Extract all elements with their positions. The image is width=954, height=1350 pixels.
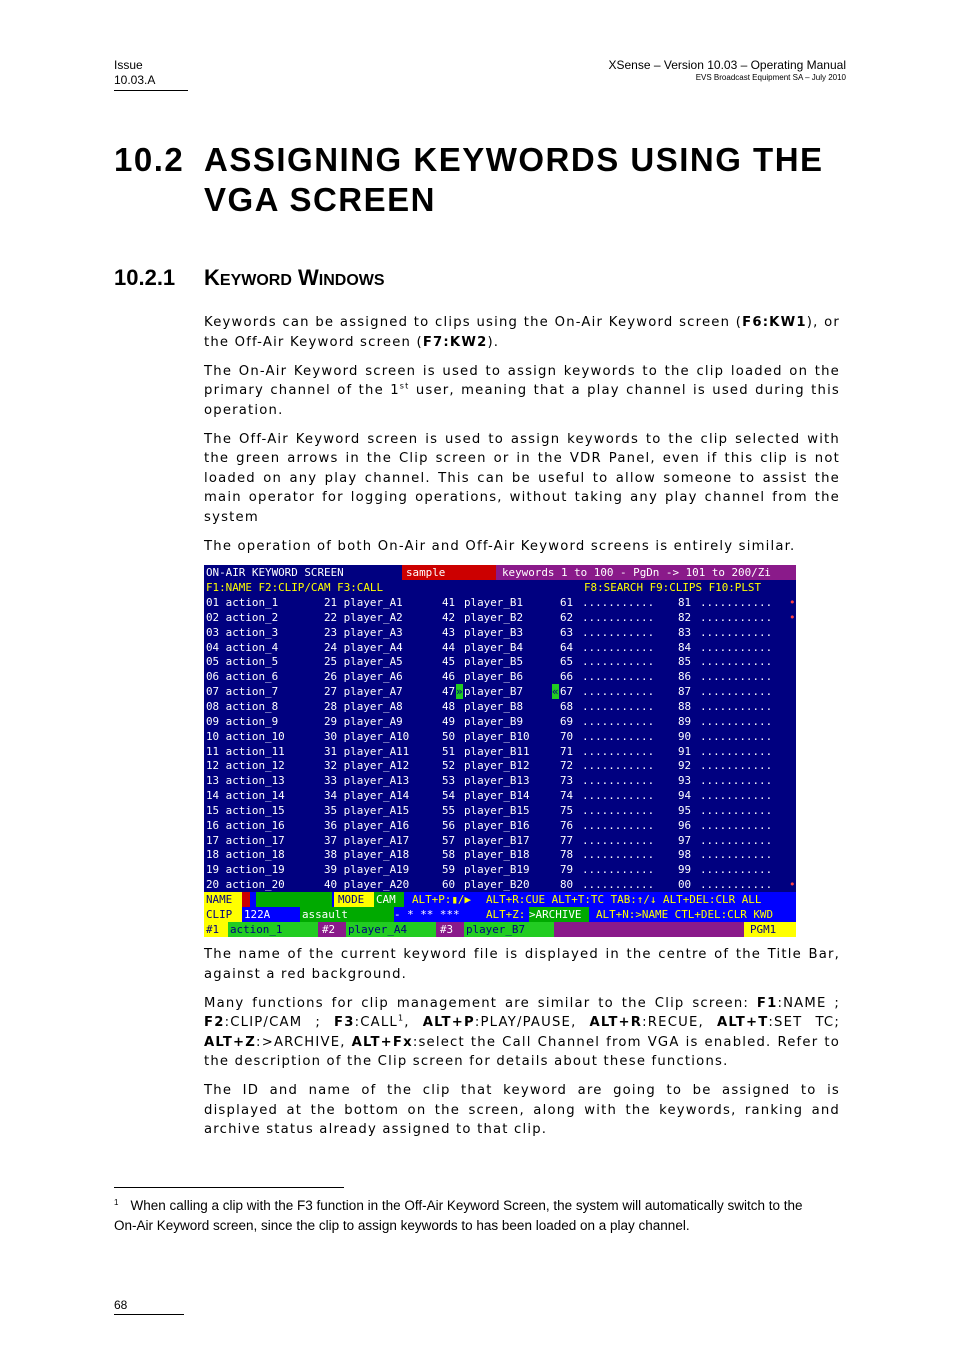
keyword-number[interactable]: 78 (560, 848, 574, 862)
keyword-empty[interactable]: ........... (582, 640, 655, 654)
footnote-ref[interactable]: 1 (397, 1013, 405, 1023)
keyword-empty[interactable]: ........... (700, 729, 773, 743)
keyword-number[interactable]: 46 (442, 670, 456, 684)
vga-keyword-row (204, 744, 796, 759)
keyword-number[interactable]: 63 (560, 625, 574, 639)
vga-kw-1: action_1 (228, 922, 318, 937)
keyword-cell[interactable]: player_B2 (464, 610, 524, 624)
keyword-number[interactable]: 83 (678, 625, 692, 639)
keyword-number[interactable]: 92 (678, 759, 692, 773)
body-text-bottom (204, 945, 840, 1149)
keyword-cell[interactable]: player_B5 (464, 655, 524, 669)
footnote (114, 1196, 824, 1236)
keyword-cell[interactable]: 04 action_4 (206, 640, 279, 654)
keyword-number[interactable]: 42 (442, 610, 456, 624)
keyword-number[interactable]: 58 (442, 848, 456, 862)
vga-keyword-row (204, 877, 796, 892)
keyword-empty[interactable]: ........... (582, 610, 655, 624)
keyword-cell[interactable]: player_B1 (464, 596, 524, 609)
keyword-cell[interactable]: 23 player_A3 (324, 625, 403, 639)
keyword-number[interactable]: 97 (678, 833, 692, 847)
vga-keyword-row (204, 669, 796, 684)
keyword-empty[interactable]: ........... (700, 685, 773, 699)
keyword-empty[interactable]: ........... (700, 863, 773, 877)
keyword-number[interactable]: 62 (560, 610, 574, 624)
keyword-number[interactable]: 00 (678, 878, 692, 892)
paragraph-1: Keywords can be assigned to clips using the On-Air Keyword screen (F6:KW1), or the Off-Air Keyword screen (F7:KW2). (204, 315, 840, 350)
footnote-mark: 1 (114, 1197, 119, 1207)
keyword-empty[interactable]: ........... (582, 833, 655, 847)
vga-file-name: sample (402, 565, 496, 580)
vga-clip-id: 122A (244, 908, 271, 921)
red-marker-icon: • (789, 878, 796, 892)
section-number: 10.2 (114, 141, 185, 178)
keyword-cell[interactable]: player_B4 (464, 640, 524, 654)
selection-arrow-left: « (552, 685, 559, 699)
vga-keyword-row (204, 640, 796, 655)
keyword-number[interactable]: 72 (560, 759, 574, 773)
keyword-empty[interactable]: ........... (582, 759, 655, 773)
keyword-empty[interactable]: ........... (700, 625, 773, 639)
keyword-cell[interactable]: 34 player_A14 (324, 789, 410, 803)
keyword-number[interactable]: 64 (560, 640, 574, 654)
keyword-number[interactable]: 73 (560, 774, 574, 788)
keyword-cell[interactable]: 36 player_A16 (324, 818, 410, 832)
vga-kw-slot-3: #3 (440, 923, 454, 936)
vga-archive-status: >ARCHIVE (529, 907, 589, 922)
keyword-empty[interactable]: ........... (700, 655, 773, 669)
vga-keyword-row (204, 729, 796, 744)
keyword-number[interactable]: 50 (442, 729, 456, 743)
paragraph-5: The name of the current keyword file is displayed in the centre of the Title Bar, against a red background. (204, 947, 840, 982)
paragraph-6: Many functions for clip management are similar to the Clip screen: F1:NAME ; F2:CLIP/CAM ; F3:CALL$^1$, ALT+P:PLAY/PAUSE, ALT+R:RECUE, ALT+T:SET TC; ALT+Z:>ARCHIVE, ALT+Fx:select the Call Channel from VGA is enabled. Refer to the description of the Clip screen for details about these functions. (204, 995, 840, 1069)
keyword-empty[interactable]: ........... (582, 803, 655, 817)
vga-name-indicator (242, 892, 250, 907)
vga-keyword-row (204, 862, 796, 877)
keyword-empty[interactable]: ........... (700, 596, 773, 609)
keyword-empty[interactable]: ........... (582, 670, 655, 684)
vga-shortcuts-1: ALT+R:CUE ALT+T:TC TAB:↑/↓ ALT+DEL:CLR ALL (486, 893, 762, 906)
vga-play-shortcut: ALT+P:▮/▶ (412, 893, 472, 906)
keyword-number[interactable]: 98 (678, 848, 692, 862)
vga-keyword-row (204, 714, 796, 729)
keyword-empty[interactable]: ........... (700, 789, 773, 803)
keyword-cell[interactable]: 07 action_7 (206, 685, 279, 699)
keyword-empty[interactable]: ........... (582, 699, 655, 713)
vga-keyword-row (204, 803, 796, 818)
keyword-cell[interactable]: 15 action_15 (206, 803, 285, 817)
paragraph-3: The Off-Air Keyword screen is used to assign keywords to the clip selected with the green arrows in the Clip screen or in the VDR Panel, even if this clip is not loaded on any play channel. This can be useful to allow someone to assist the main operator for logging operations, without taking any play channel from the system (204, 431, 840, 525)
vga-keyword-row (204, 847, 796, 862)
keyword-cell[interactable]: 20 action_20 (206, 878, 285, 892)
vga-range-info: keywords 1 to 100 - PgDn -> 101 to 200/Zi (496, 565, 796, 580)
keyword-number[interactable]: 43 (442, 625, 456, 639)
keyword-cell[interactable]: 39 player_A19 (324, 863, 410, 877)
keyword-number[interactable]: 79 (560, 863, 574, 877)
keyword-number[interactable]: 90 (678, 729, 692, 743)
keyword-empty[interactable]: ........... (582, 685, 655, 699)
vga-fkeys-bar (204, 580, 796, 595)
keyword-empty[interactable]: ........... (700, 714, 773, 728)
keyword-empty[interactable]: ........... (700, 670, 773, 684)
keyword-cell[interactable]: 30 player_A10 (324, 729, 410, 743)
keyword-empty[interactable]: ........... (582, 729, 655, 743)
keyword-empty[interactable]: ........... (582, 655, 655, 669)
keyword-cell[interactable]: 09 action_9 (206, 714, 279, 728)
keyword-empty[interactable]: ........... (582, 596, 655, 609)
keyword-cell[interactable]: 32 player_A12 (324, 759, 410, 773)
body-text-top (204, 313, 840, 566)
keyword-number[interactable]: 69 (560, 714, 574, 728)
keyword-cell[interactable]: 12 action_12 (206, 759, 285, 773)
vga-keyword-row (204, 654, 796, 669)
keyword-cell[interactable]: 05 action_5 (206, 655, 279, 669)
vga-keyword-row (204, 684, 796, 699)
selection-arrow-right: » (456, 685, 463, 699)
vga-status-bar-1 (204, 892, 796, 907)
paragraph-7: The ID and name of the clip that keyword are going to be assigned to is displayed at the bottom on the screen, along with the keywords, ranking and archive status already assigned to that clip. (204, 1083, 840, 1137)
keyword-cell[interactable]: 13 action_13 (206, 774, 285, 788)
issue-label: Issue (114, 58, 143, 72)
keyword-number[interactable]: 49 (442, 714, 456, 728)
keyword-empty[interactable]: ........... (700, 878, 773, 892)
keyword-cell[interactable]: 11 action_11 (206, 744, 285, 758)
keyword-empty[interactable]: ........... (582, 878, 655, 892)
header-issue (114, 58, 188, 91)
paragraph-4: The operation of both On-Air and Off-Air Keyword screens is entirely similar. (204, 538, 796, 554)
keyword-empty[interactable]: ........... (700, 744, 773, 758)
manual-title: XSense – Version 10.03 – Operating Manual (608, 58, 846, 72)
keyword-number[interactable]: 44 (442, 640, 456, 654)
keyword-cell[interactable]: player_B7 (464, 685, 524, 699)
keyword-cell[interactable]: player_B12 (464, 759, 530, 773)
keyword-empty[interactable]: ........... (582, 744, 655, 758)
keyword-cell[interactable]: 28 player_A8 (324, 699, 403, 713)
keyword-cell[interactable]: 24 player_A4 (324, 640, 403, 654)
keyword-number[interactable]: 47 (442, 685, 456, 699)
vga-ranking: - * ** *** (394, 908, 460, 921)
vga-keyword-row (204, 625, 796, 640)
keyword-number[interactable]: 60 (442, 878, 456, 892)
vga-kw-2: player_A4 (346, 922, 436, 937)
vga-title: ON-AIR KEYWORD SCREEN (206, 566, 344, 579)
keyword-empty[interactable]: ........... (700, 803, 773, 817)
keyword-number[interactable]: 87 (678, 685, 692, 699)
keyword-number[interactable]: 41 (442, 596, 456, 609)
keyword-number[interactable]: 91 (678, 744, 692, 758)
keyword-cell[interactable]: 10 action_10 (206, 729, 285, 743)
keyword-cell[interactable]: 40 player_A20 (324, 878, 410, 892)
keyword-number[interactable]: 96 (678, 818, 692, 832)
vga-mode-label: MODE (334, 892, 376, 907)
keyword-cell[interactable]: 22 player_A2 (324, 610, 403, 624)
keyword-cell[interactable]: player_B9 (464, 714, 524, 728)
keyword-empty[interactable]: ........... (582, 625, 655, 639)
keyword-number[interactable]: 84 (678, 640, 692, 654)
keyword-cell[interactable]: player_B18 (464, 848, 530, 862)
footnote-divider (114, 1187, 344, 1188)
keyword-cell[interactable]: 25 player_A5 (324, 655, 403, 669)
vga-kw-slot-1: #1 (204, 922, 228, 937)
keyword-cell[interactable]: player_B14 (464, 789, 530, 803)
keyword-number[interactable]: 65 (560, 655, 574, 669)
keyword-cell[interactable]: 06 action_6 (206, 670, 279, 684)
keyword-number[interactable]: 93 (678, 774, 692, 788)
keyword-number[interactable]: 75 (560, 803, 574, 817)
keyword-empty[interactable]: ........... (700, 759, 773, 773)
keyword-number[interactable]: 99 (678, 863, 692, 877)
vga-keyword-row (204, 788, 796, 803)
subsection-heading: 10.2.1 KEYWORD WINDOWS (114, 263, 385, 296)
keyword-number[interactable]: 54 (442, 789, 456, 803)
keyword-number[interactable]: 56 (442, 818, 456, 832)
keyword-empty[interactable]: ........... (582, 818, 655, 832)
keyword-cell[interactable]: player_B8 (464, 699, 524, 713)
section-heading (114, 140, 854, 220)
keyword-empty[interactable]: ........... (700, 833, 773, 847)
keyword-number[interactable]: 81 (678, 596, 692, 609)
keyword-cell[interactable]: 33 player_A13 (324, 774, 410, 788)
keyword-number[interactable]: 77 (560, 833, 574, 847)
keyword-empty[interactable]: ........... (582, 848, 655, 862)
paragraph-2: The On-Air Keyword screen is used to assign keywords to the clip loaded on the primary channel of the 1st user, meaning that a play channel is used during this operation. (204, 363, 840, 418)
keyword-cell[interactable]: player_B20 (464, 878, 530, 892)
keyword-cell[interactable]: 38 player_A18 (324, 848, 410, 862)
vga-keyword-row (204, 595, 796, 610)
keyword-number[interactable]: 85 (678, 655, 692, 669)
keyword-empty[interactable]: ........... (700, 848, 773, 862)
vga-keyword-row (204, 610, 796, 625)
keyword-number[interactable]: 61 (560, 596, 574, 609)
vga-archive-shortcut: ALT+Z: (486, 908, 526, 921)
vga-status-bar-2 (204, 907, 796, 922)
keyword-number[interactable]: 52 (442, 759, 456, 773)
keyword-empty[interactable]: ........... (582, 789, 655, 803)
keyword-cell[interactable]: player_B19 (464, 863, 530, 877)
keyword-cell[interactable]: player_B10 (464, 729, 530, 743)
issue-number: 10.03.A (114, 73, 156, 87)
keyword-empty[interactable]: ........... (582, 714, 655, 728)
keyword-cell[interactable]: player_B3 (464, 625, 524, 639)
red-marker-icon: • (789, 596, 796, 609)
vga-keyword-row (204, 699, 796, 714)
keyword-cell[interactable]: 31 player_A11 (324, 744, 410, 758)
keyword-cell[interactable]: player_B13 (464, 774, 530, 788)
vga-clip-name: assault (300, 907, 394, 922)
keyword-cell[interactable]: 37 player_A17 (324, 833, 410, 847)
keyword-number[interactable]: 67 (560, 685, 574, 699)
keyword-empty[interactable]: ........... (582, 863, 655, 877)
vga-screenshot (204, 565, 796, 937)
keyword-number[interactable]: 86 (678, 670, 692, 684)
keyword-cell[interactable]: 16 action_16 (206, 818, 285, 832)
keyword-cell[interactable]: 14 action_14 (206, 789, 285, 803)
vga-fkeys-right: F8:SEARCH F9:CLIPS F10:PLST (584, 581, 762, 594)
keyword-number[interactable]: 59 (442, 863, 456, 877)
keyword-number[interactable]: 76 (560, 818, 574, 832)
page-number: 68 (114, 1297, 184, 1315)
keyword-cell[interactable]: player_B11 (464, 744, 530, 758)
section-title: ASSIGNING KEYWORDS USING THE VGA SCREEN (204, 141, 824, 218)
keyword-cell[interactable]: 29 player_A9 (324, 714, 403, 728)
keyword-number[interactable]: 68 (560, 699, 574, 713)
keyword-number[interactable]: 66 (560, 670, 574, 684)
keyword-empty[interactable]: ........... (700, 774, 773, 788)
keyword-number[interactable]: 88 (678, 699, 692, 713)
keyword-number[interactable]: 48 (442, 699, 456, 713)
keyword-number[interactable]: 70 (560, 729, 574, 743)
vga-fkeys-left: F1:NAME F2:CLIP/CAM F3:CALL (206, 581, 384, 594)
keyword-number[interactable]: 74 (560, 789, 574, 803)
keyword-cell[interactable]: 19 action_19 (206, 863, 285, 877)
keyword-cell[interactable]: player_B6 (464, 670, 524, 684)
keyword-empty[interactable]: ........... (582, 774, 655, 788)
keyword-number[interactable]: 94 (678, 789, 692, 803)
keyword-empty[interactable]: ........... (700, 610, 773, 624)
keyword-cell[interactable]: 08 action_8 (206, 699, 279, 713)
keyword-number[interactable]: 51 (442, 744, 456, 758)
subsection-number: 10.2.1 (114, 265, 176, 290)
keyword-cell[interactable]: 02 action_2 (206, 610, 279, 624)
keyword-number[interactable]: 71 (560, 744, 574, 758)
keyword-empty[interactable]: ........... (700, 818, 773, 832)
keyword-cell[interactable]: 26 player_A6 (324, 670, 403, 684)
keyword-cell[interactable]: 01 action_1 (206, 596, 279, 609)
keyword-empty[interactable]: ........... (700, 699, 773, 713)
vga-keyword-row (204, 818, 796, 833)
keyword-number[interactable]: 53 (442, 774, 456, 788)
vga-kw-3: player_B7 (464, 922, 554, 937)
vga-keyword-row (204, 833, 796, 848)
vga-kw-slot-2: #2 (322, 923, 336, 936)
vga-keyword-row (204, 773, 796, 788)
keyword-number[interactable]: 57 (442, 833, 456, 847)
keyword-cell[interactable]: 18 action_18 (206, 848, 285, 862)
keyword-cell[interactable]: 17 action_17 (206, 833, 285, 847)
keyword-number[interactable]: 95 (678, 803, 692, 817)
keyword-cell[interactable]: player_B15 (464, 803, 530, 817)
keyword-number[interactable]: 89 (678, 714, 692, 728)
keyword-number[interactable]: 82 (678, 610, 692, 624)
keyword-number[interactable]: 55 (442, 803, 456, 817)
keyword-cell[interactable]: 35 player_A15 (324, 803, 410, 817)
keyword-cell[interactable]: player_B16 (464, 818, 530, 832)
keyword-cell[interactable]: player_B17 (464, 833, 530, 847)
vga-channel: PGM1 (744, 922, 796, 937)
vga-title-bar (204, 565, 796, 580)
keyword-cell[interactable]: 27 player_A7 (324, 685, 403, 699)
red-marker-icon: • (789, 610, 796, 624)
vga-keywords-bar (204, 922, 796, 937)
vga-clip-label: CLIP (204, 907, 242, 922)
header-manual (609, 58, 847, 83)
vga-name-label: NAME (204, 892, 242, 907)
publisher: EVS Broadcast Equipment SA – July 2010 (695, 73, 846, 82)
footnote-text: When calling a clip with the F3 function in the Off-Air Keyword Screen, the system will automatically switch to the On-Air Keyword screen, since the clip to assign keywords to has been loaded on a play channel. (114, 1198, 803, 1233)
keyword-number[interactable]: 45 (442, 655, 456, 669)
keyword-cell[interactable]: 21 player_A1 (324, 596, 403, 609)
vga-name-field (256, 892, 332, 907)
keyword-number[interactable]: 80 (560, 878, 574, 892)
vga-keyword-row (204, 758, 796, 773)
keyword-empty[interactable]: ........... (700, 640, 773, 654)
keyword-cell[interactable]: 03 action_3 (206, 625, 279, 639)
vga-shortcuts-2: ALT+N:>NAME CTL+DEL:CLR KWD (596, 908, 774, 921)
vga-cam-value: CAM (374, 892, 404, 907)
